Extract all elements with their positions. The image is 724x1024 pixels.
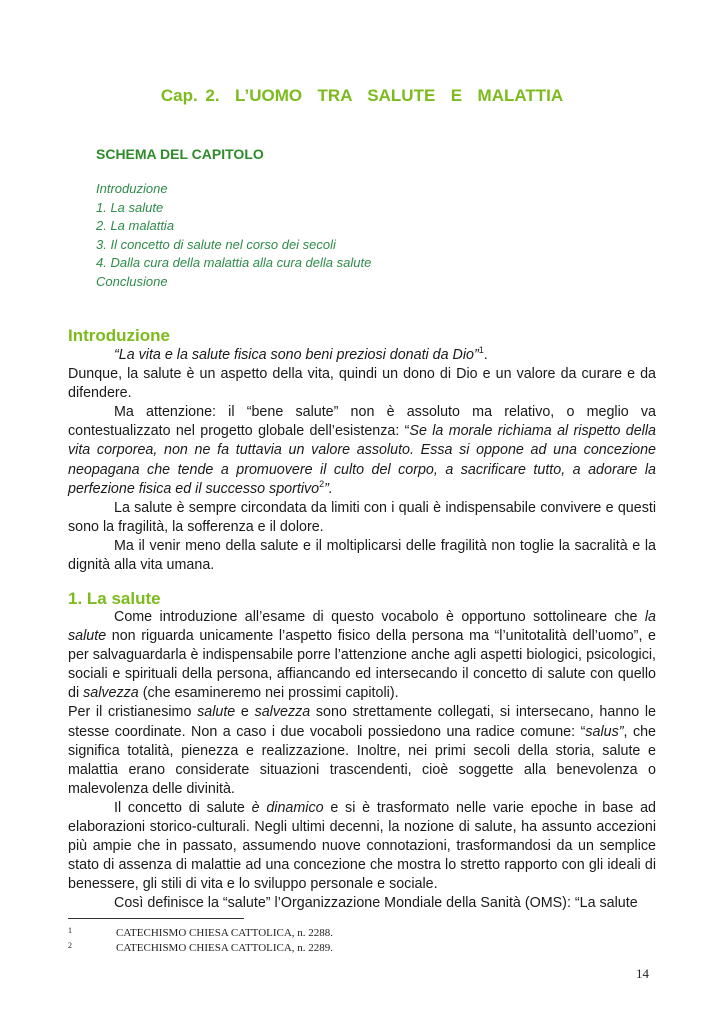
salute-p2-text-a: Per il cristianesimo: [68, 704, 198, 721]
schema-item: Conclusione: [96, 273, 168, 289]
salute-heading: 1. La salute: [68, 589, 161, 608]
schema-item: 2. La malattia: [96, 218, 175, 233]
intro-paragraph-2: [68, 403, 656, 498]
salute-p2-italic-3: salus”: [585, 723, 624, 740]
footnote: [68, 926, 333, 939]
page-number: 14: [636, 966, 649, 981]
quote-end: .: [483, 347, 488, 363]
salute-p2-text-b: e: [235, 704, 255, 721]
salute-p1-text-a: Come introduzione all’esame di questo vocabolo è opportuno sottolineare che: [114, 609, 645, 625]
footnote-ref-1: 1: [478, 345, 484, 355]
schema-item: 4. Dalla cura della malattia alla cura della salute: [96, 255, 372, 270]
salute-paragraph-3: [68, 799, 656, 894]
footnote-ref-2: 2: [319, 478, 325, 489]
footnote-number: 2: [68, 941, 72, 950]
intro-heading: Introduzione: [68, 326, 170, 345]
schema-item: 3. Il concetto di salute nel corso dei secoli: [96, 236, 336, 252]
schema-item: 1. La salute: [96, 199, 164, 215]
quote-text: “La vita e la salute fisica sono beni preziosi donati da Dio”: [114, 347, 479, 363]
footnote-text: CATECHISMO CHIESA CATTOLICA, n. 2289.: [116, 942, 334, 954]
intro-paragraph-3: La salute è sempre circondata da limiti con i quali è indispensabile convivere e questi sono la fragilità, la sofferenza e il dolore.: [68, 499, 656, 535]
salute-p3-text-a: Il concetto di salute: [114, 799, 252, 816]
intro-quote: [68, 346, 656, 365]
schema-item: Introduzione: [96, 181, 168, 196]
salute-p1-italic-1: la salute: [68, 609, 656, 645]
salute-p1-italic-2: salvezza: [83, 685, 139, 702]
salute-p1-text-b: non riguarda unicamente l’aspetto fisico della persona ma “l’unitotalità dell’uomo”, e per salvaguardarla è indispensabile porre l’attenzione anche agli aspetti biologici, psicologici, sociali e spirituali della persona, affiancando ed intersecando il concetto di salute con quello di: [68, 628, 656, 702]
footnote-text: CATECHISMO CHIESA CATTOLICA, n. 2288.: [116, 927, 334, 939]
salute-p2-italic-1: salute: [197, 704, 236, 721]
salute-paragraph-2: [68, 703, 656, 798]
salute-paragraph-1: [68, 608, 656, 703]
schema-list: [96, 180, 371, 291]
salute-section: [68, 608, 656, 914]
intro-paragraph-1: Dunque, la salute è un aspetto della vita, quindi un dono di Dio e un valore da curare e da difendere.: [68, 366, 656, 402]
footnote: [68, 941, 333, 954]
intro-p2-quote: Se la morale richiama al rispetto della vita corporea, non ne fa tuttavia un valore assoluto. Essa si oppone ad una concezione neopagana che tende a promuovere il culto del corpo, a sacrificare tutto, a adorare la perfezione fisica ed il successo sportivo: [68, 423, 656, 497]
salute-p2-text-c: sono strettamente collegati, si intersecano, hanno le stesse coordinate. Non a caso i due vocaboli possiedono una radice comune: “: [68, 704, 656, 740]
footnote-number: 1: [68, 926, 72, 935]
chapter-title: Cap. 2. L’UOMO TRA SALUTE E MALATTIA: [160, 86, 564, 105]
salute-p3-text-b: e si è trasformato nelle varie epoche in base ad elaborazioni storico-culturali. Negli ultimi decenni, la nozione di salute, ha assunto accezioni più ampie che in passato, assumendo nuove connotazioni, trasformandosi da un semplice stato di assenza di malattie ad una concezione che mostra lo stretto rapporto con gli ideali di benessere, gli stili di vita e lo sviluppo personale e sociale.: [68, 799, 656, 893]
footnote-separator: [68, 918, 244, 919]
salute-p1-text-c: (che esamineremo nei prossimi capitoli).: [138, 685, 399, 702]
intro-p2-text: Ma attenzione: il “bene salute” non è assoluto ma relativo, o meglio va contestualizzato nel progetto globale dell’esistenza: “: [68, 404, 656, 440]
salute-p2-text-d: , che significa totalità, pienezza e realizzazione. Inoltre, nei primi secoli della storia, salute e malattia erano considerate situazioni trascendenti, cioè soggette alla benevolenza o malevolenza delle divinità.: [68, 723, 656, 797]
intro-paragraph-4: Ma il venir meno della salute e il moltiplicarsi delle fragilità non toglie la sacralità e la dignità alla vita umana.: [68, 537, 656, 574]
schema-title: SCHEMA DEL CAPITOLO: [96, 146, 264, 162]
salute-paragraph-4: Così definisce la “salute” l’Organizzazione Mondiale della Sanità (OMS): “La salute: [114, 895, 638, 912]
salute-p3-italic-1: è dinamico: [251, 799, 324, 816]
intro-p2-end: ”.: [324, 480, 333, 497]
intro-section: [68, 346, 656, 575]
salute-p2-italic-2: salvezza: [254, 704, 311, 721]
